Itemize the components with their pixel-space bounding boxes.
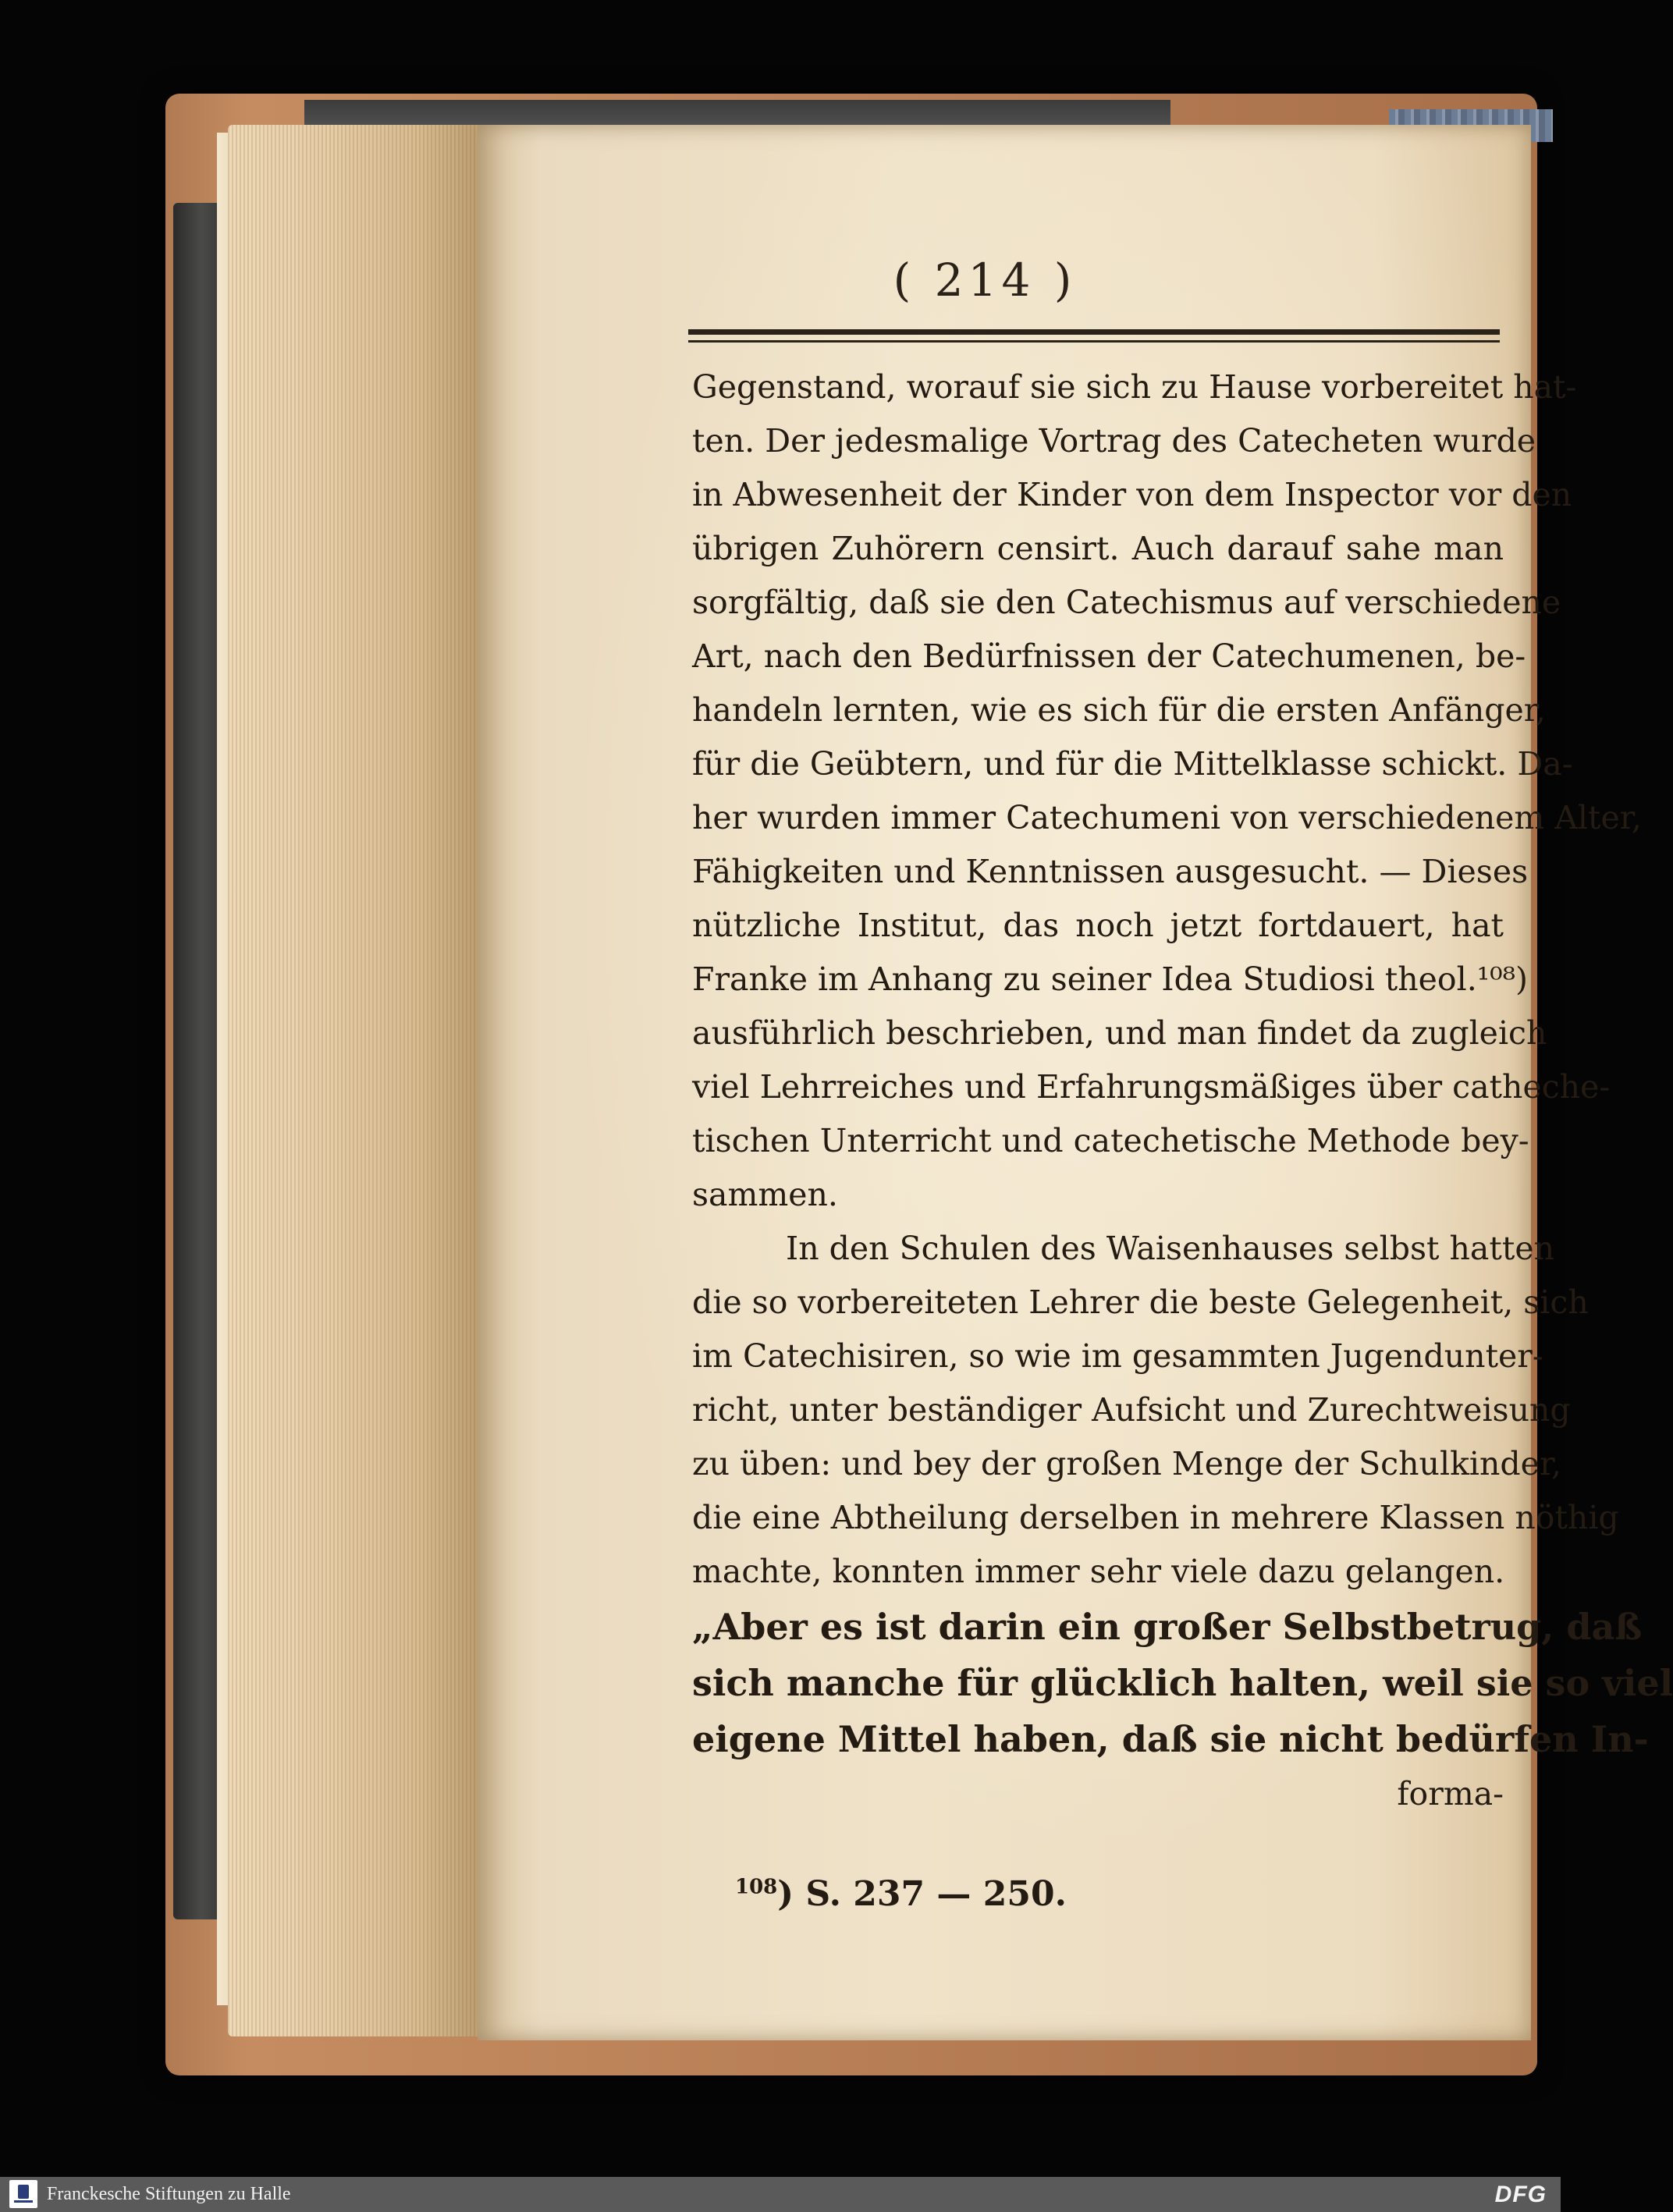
text-line: sammen.	[692, 1176, 838, 1213]
footnote-marker: 108	[735, 1875, 778, 1899]
text-line: machte, konnten immer sehr viele dazu gelangen.	[692, 1553, 1505, 1590]
text-line: zu üben: und bey der großen Menge der Schulkinder,	[692, 1445, 1562, 1482]
header-rule	[688, 329, 1500, 335]
text-line: viel Lehrreiches und Erfahrungsmäßiges über catheche-	[692, 1068, 1611, 1106]
institution-logo-icon	[9, 2180, 37, 2208]
text-line: Franke im Anhang zu seiner Idea Studiosi theol.¹⁰⁸)	[692, 960, 1529, 998]
text-line-paragraph-start: In den Schulen des Waisenhauses selbst hatten	[786, 1230, 1555, 1267]
header-rule-thin	[688, 340, 1500, 343]
text-line: Art, nach den Bedürfnissen der Catechumenen, be-	[692, 637, 1526, 675]
text-line: sorgfältig, daß sie den Catechismus auf verschiedene	[692, 584, 1561, 621]
text-line: ten. Der jedesmalige Vortrag des Catecheten wurde	[692, 422, 1536, 460]
footnote-text: ) S. 237 — 250.	[777, 1874, 1067, 1914]
text-line: Fähigkeiten und Kenntnissen ausgesucht. — Dieses	[692, 853, 1529, 890]
text-line: für die Geübtern, und für die Mittelklasse schickt. Da-	[692, 745, 1573, 783]
body-text	[692, 360, 1673, 1821]
text-line: übrigen Zuhörern censirt. Auch darauf sahe man	[692, 530, 1504, 567]
page-block-edge	[228, 125, 485, 2036]
text-line: die so vorbereiteten Lehrer die beste Gelegenheit, sich	[692, 1284, 1589, 1321]
text-line: richt, unter beständiger Aufsicht und Zurechtweisung	[692, 1391, 1571, 1429]
text-line: im Catechisiren, so wie im gesammten Jugendunter-	[692, 1337, 1543, 1375]
dfg-logo: DFG	[1494, 2182, 1547, 2207]
page-number: ( 214 )	[893, 254, 1077, 307]
text-line: nützliche Institut, das noch jetzt fortdauert, hat	[692, 907, 1504, 944]
text-line: handeln lernten, wie es sich für die ersten Anfänger,	[692, 691, 1546, 729]
scanned-page	[478, 125, 1673, 2040]
text-line-quote: „Aber es ist darin ein großer Selbstbetrug, daß	[692, 1606, 1643, 1648]
text-line: in Abwesenheit der Kinder von dem Inspector vor den	[692, 476, 1572, 513]
text-line-quote: eigene Mittel haben, daß sie nicht bedürfen In-	[692, 1718, 1649, 1760]
text-line: tischen Unterricht und catechetische Methode bey-	[692, 1122, 1529, 1159]
catchword: forma-	[1397, 1775, 1504, 1813]
footnote	[735, 1874, 1067, 1914]
text-line: Gegenstand, worauf sie sich zu Hause vorbereitet hat-	[692, 368, 1577, 406]
text-line: die eine Abtheilung derselben in mehrere Klassen nöthig	[692, 1499, 1619, 1536]
institution-name: Franckesche Stiftungen zu Halle	[47, 2184, 291, 2204]
footer-bar	[0, 2177, 1561, 2212]
text-line: her wurden immer Catechumeni von verschiedenem Alter,	[692, 799, 1642, 836]
text-line-quote: sich manche für glücklich halten, weil sie so viel	[692, 1662, 1673, 1704]
text-line: ausführlich beschrieben, und man findet da zugleich	[692, 1014, 1547, 1052]
